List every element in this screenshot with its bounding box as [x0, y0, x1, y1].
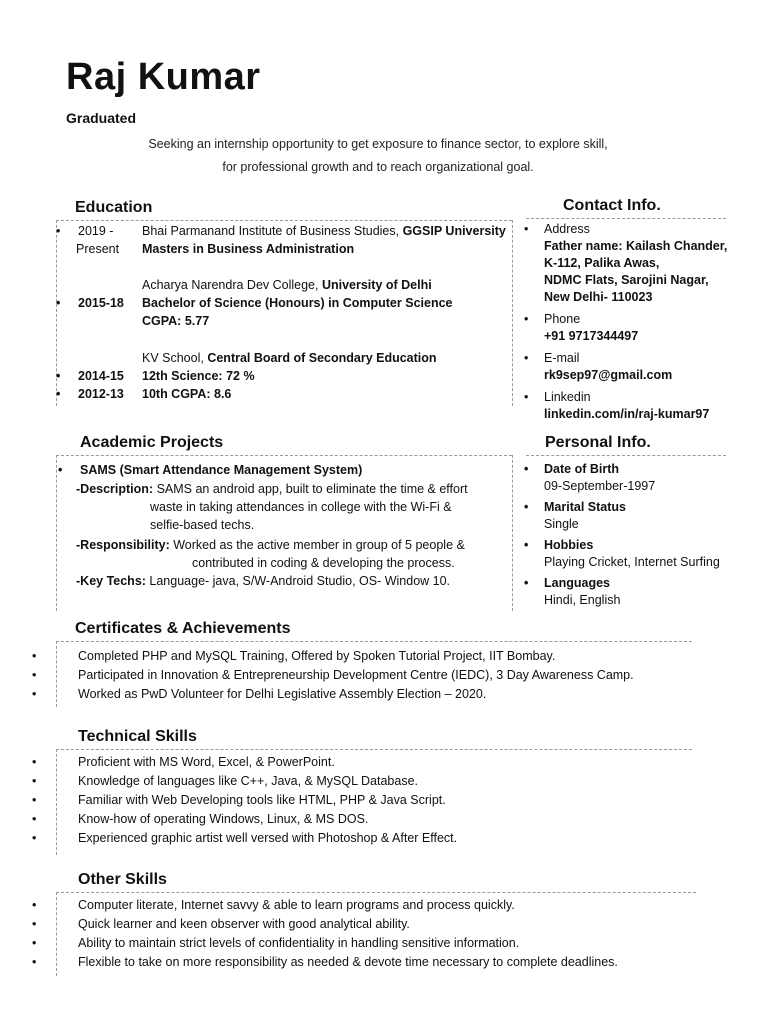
hobbies-label: • Hobbies [544, 537, 720, 554]
edu-period: • 2015-18 [78, 294, 124, 312]
project-description-cont: selfie-based techs. [150, 518, 255, 532]
other-left-border [56, 892, 57, 976]
personal-section [544, 461, 720, 609]
email-link[interactable]: rk9sep97@gmail.com [544, 368, 673, 382]
edu-institute: Bhai Parmanand Institute of Business Studies, GGSIP University [142, 224, 506, 238]
edu-cgpa: CGPA: 5.77 [142, 314, 210, 328]
edu-period: • 2012-13 [78, 385, 124, 403]
technical-item: • Proficient with MS Word, Excel, & PowerPoint. [78, 753, 457, 772]
contact-address [544, 221, 727, 306]
technical-heading: Technical Skills [78, 728, 197, 745]
phone-label: • Phone [544, 311, 727, 328]
contact-linkedin [544, 389, 727, 423]
candidate-status: Graduated [66, 110, 137, 126]
project-description-cont: waste in taking attendances in college with the Wi-Fi & [150, 500, 452, 514]
edu-result: 10th CGPA: 8.6 [142, 387, 232, 401]
edu-period-end: Present [76, 242, 120, 256]
technical-left-border [56, 749, 57, 855]
projects-divider [56, 455, 512, 456]
address-line: Father name: Kailash Chander, [544, 239, 728, 253]
personal-hobbies [544, 537, 720, 571]
personal-marital [544, 499, 720, 533]
certificates-heading: Certificates & Achievements [75, 620, 291, 637]
project-title: • SAMS (Smart Attendance Management System) [80, 461, 362, 479]
address-line: K-112, Palika Awas, [544, 256, 660, 270]
project-responsibility: -Responsibility: Worked as the active member in group of 5 people & [76, 538, 465, 552]
languages-label: • Languages [544, 575, 720, 592]
education-divider [56, 220, 512, 221]
education-heading: Education [75, 199, 153, 216]
dob-value: 09-September-1997 [544, 479, 656, 493]
project-responsibility-cont: contributed in coding & developing the process. [192, 556, 455, 570]
projects-heading: Academic Projects [80, 434, 224, 451]
address-line: NDMC Flats, Sarojini Nagar, [544, 273, 709, 287]
technical-list [78, 753, 457, 848]
personal-divider [526, 455, 726, 456]
certificates-divider [56, 641, 692, 642]
phone-value[interactable]: +91 9717344497 [544, 329, 639, 343]
other-skills-list [78, 896, 618, 972]
project-key-techs: -Key Techs: Language- java, S/W-Android Studio, OS- Window 10. [76, 574, 451, 588]
other-skill-item: • Quick learner and keen observer with good analytical ability. [78, 915, 618, 934]
certificates-left-border [56, 641, 57, 707]
address-line: New Delhi- 110023 [544, 290, 653, 304]
contact-phone [544, 311, 727, 345]
edu-period-start: • 2019 - [78, 222, 113, 240]
column-separator-top [512, 220, 513, 406]
marital-value: Single [544, 517, 579, 531]
contact-divider [526, 218, 726, 219]
address-label: • Address [544, 221, 727, 238]
edu-degree: Bachelor of Science (Honours) in Computer Science [142, 296, 453, 310]
candidate-name: Raj Kumar [66, 56, 261, 98]
personal-heading: Personal Info. [545, 434, 651, 451]
email-label: • E-mail [544, 350, 727, 367]
other-heading: Other Skills [78, 871, 167, 888]
objective-line-1: Seeking an internship opportunity to get exposure to finance sector, to explore skill, [148, 137, 608, 151]
other-skill-item: • Ability to maintain strict levels of confidentiality in handling sensitive information. [78, 934, 618, 953]
other-skill-item: • Computer literate, Internet savvy & able to learn programs and process quickly. [78, 896, 618, 915]
edu-period: • 2014-15 [78, 367, 124, 385]
linkedin-link[interactable]: linkedin.com/in/raj-kumar97 [544, 407, 710, 421]
certificate-item: • Participated in Innovation & Entrepreneurship Development Centre (IEDC), 3 Day Awareness Camp. [78, 666, 634, 685]
languages-value: Hindi, English [544, 593, 621, 607]
contact-section [544, 221, 727, 423]
technical-divider [56, 749, 692, 750]
project-description: -Description: SAMS an android app, built to eliminate the time & effort [76, 482, 468, 496]
other-skill-item: • Flexible to take on more responsibility as needed & devote time necessary to complete deadlines. [78, 953, 618, 972]
edu-result: 12th Science: 72 % [142, 369, 255, 383]
personal-dob [544, 461, 720, 495]
contact-email [544, 350, 727, 384]
dob-label: • Date of Birth [544, 461, 720, 478]
technical-item: • Know-how of operating Windows, Linux, & MS DOS. [78, 810, 457, 829]
projects-left-border [56, 455, 57, 611]
technical-item: • Familiar with Web Developing tools like HTML, PHP & Java Script. [78, 791, 457, 810]
contact-heading: Contact Info. [563, 197, 661, 214]
objective-line-2: for professional growth and to reach organizational goal. [222, 160, 534, 174]
edu-institute: Acharya Narendra Dev College, University of Delhi [142, 278, 432, 292]
personal-languages [544, 575, 720, 609]
technical-item: • Knowledge of languages like C++, Java, & MySQL Database. [78, 772, 457, 791]
edu-institute: KV School, Central Board of Secondary Education [142, 351, 437, 365]
linkedin-label: • Linkedin [544, 389, 727, 406]
marital-label: • Marital Status [544, 499, 720, 516]
column-separator-bottom [512, 455, 513, 611]
other-divider [56, 892, 696, 893]
certificates-list [78, 647, 634, 704]
hobbies-value: Playing Cricket, Internet Surfing [544, 555, 720, 569]
edu-degree: Masters in Business Administration [142, 242, 355, 256]
certificate-item: • Worked as PwD Volunteer for Delhi Legislative Assembly Election – 2020. [78, 685, 634, 704]
certificate-item: • Completed PHP and MySQL Training, Offered by Spoken Tutorial Project, IIT Bombay. [78, 647, 634, 666]
technical-item: • Experienced graphic artist well versed with Photoshop & After Effect. [78, 829, 457, 848]
